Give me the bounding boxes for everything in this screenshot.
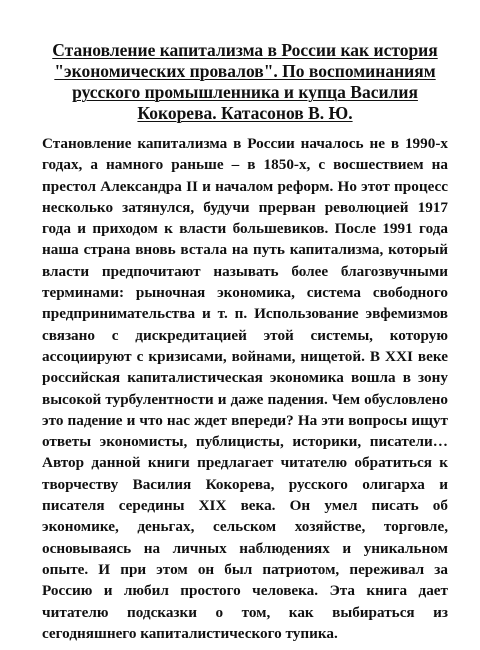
document-body: Становление капитализма в России началось не в 1990-х годах, а намного раньше – в 1850-х, с восшествием на престол Александра II и началом реформ. Но этот процесс несколько затянулся, будучи прерван революцией 1917 года и приходом к власти большевиков. После 1991 года наша страна вновь встала на путь капитализма, который власти предпочитают называть более благозвучными терминами: рыночная экономика, система свободного предпринимательства и т. п. Использование эвфемизмов связано с дискредитацией этой системы, которую ассоциируют с кризисами, войнами, нищетой. В XXI веке российская капиталистическая экономика вошла в зону высокой турбулентности и даже падения. Чем обусловлено это падение и что нас ждет впереди? На эти вопросы ищут ответы экономисты, публицисты, историки, писатели… Автор данной книги предлагает читателю обратиться к творчеству Василия Кокорева, русского олигарха и писателя середины XIX века. Он умел писать об экономике, деньгах, сельском хозяйстве, торговле, основываясь на личных наблюдениях и уникальном опыте. И при этом он был патриотом, переживал за Россию и любил простого человека. Эта книга дает читателю подсказки о том, как выбираться из сегодняшнего капиталистического тупика. (42, 135, 448, 642)
document-title: Становление капитализма в России как история "экономических провалов". По воспоминаниям русского промышленника и купца Василия Кокорева. Катасонов В. Ю. (52, 40, 438, 123)
document-page (42, 40, 448, 644)
